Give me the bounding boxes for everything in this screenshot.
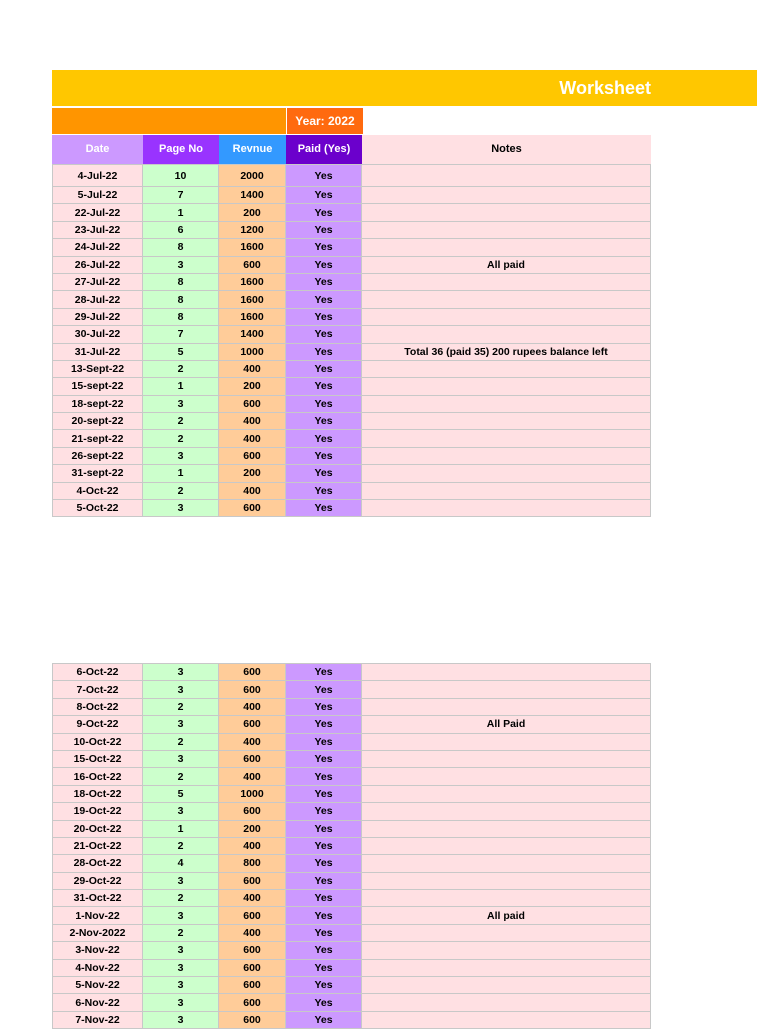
table-row	[52, 239, 651, 256]
notes-cell[interactable]	[362, 925, 651, 942]
page-no-cell[interactable]: 2	[143, 361, 219, 378]
date-cell[interactable]: 10-Oct-22	[52, 734, 143, 751]
table-row	[52, 1012, 651, 1029]
notes-cell[interactable]	[362, 838, 651, 855]
paid-cell[interactable]: Yes	[286, 699, 362, 716]
date-cell[interactable]: 21-Oct-22	[52, 838, 143, 855]
revenue-cell[interactable]: 400	[219, 734, 286, 751]
revenue-cell[interactable]: 600	[219, 664, 286, 681]
table-row	[52, 664, 651, 681]
page-no-cell[interactable]: 2	[143, 838, 219, 855]
table-row	[52, 326, 651, 343]
revenue-cell[interactable]: 400	[219, 483, 286, 500]
table-row	[52, 361, 651, 378]
table-row	[52, 977, 651, 994]
paid-cell[interactable]: Yes	[286, 890, 362, 907]
notes-cell[interactable]	[362, 681, 651, 698]
revenue-cell[interactable]: 600	[219, 873, 286, 890]
paid-cell[interactable]: Yes	[286, 873, 362, 890]
date-cell[interactable]: 4-Jul-22	[52, 165, 143, 187]
worksheet-banner	[52, 70, 757, 106]
table-row	[52, 907, 651, 924]
page-no-cell[interactable]: 3	[143, 716, 219, 733]
notes-cell[interactable]	[362, 204, 651, 221]
date-cell[interactable]: 23-Jul-22	[52, 222, 143, 239]
date-cell[interactable]: 26-sept-22	[52, 448, 143, 465]
date-cell[interactable]: 31-Jul-22	[52, 344, 143, 361]
header-accent-bar	[52, 108, 286, 134]
page-no-cell[interactable]: 2	[143, 768, 219, 785]
table-row	[52, 430, 651, 447]
paid-cell[interactable]: Yes	[286, 165, 362, 187]
table-row	[52, 716, 651, 733]
notes-cell[interactable]	[362, 274, 651, 291]
date-cell[interactable]: 5-Nov-22	[52, 977, 143, 994]
date-cell[interactable]: 8-Oct-22	[52, 699, 143, 716]
notes-cell[interactable]	[362, 699, 651, 716]
paid-cell[interactable]: Yes	[286, 309, 362, 326]
paid-cell[interactable]: Yes	[286, 734, 362, 751]
notes-cell[interactable]	[362, 413, 651, 430]
paid-cell[interactable]: Yes	[286, 204, 362, 221]
paid-cell[interactable]: Yes	[286, 821, 362, 838]
paid-cell[interactable]: Yes	[286, 994, 362, 1011]
revenue-cell[interactable]: 600	[219, 448, 286, 465]
date-cell[interactable]: 16-Oct-22	[52, 768, 143, 785]
revenue-cell[interactable]: 600	[219, 257, 286, 274]
table-row	[52, 734, 651, 751]
paid-cell[interactable]: Yes	[286, 716, 362, 733]
table-row	[52, 821, 651, 838]
page-no-cell[interactable]: 4	[143, 855, 219, 872]
table-row	[52, 994, 651, 1011]
table-row	[52, 413, 651, 430]
page-no-cell[interactable]: 3	[143, 396, 219, 413]
table-row	[52, 838, 651, 855]
paid-cell[interactable]: Yes	[286, 786, 362, 803]
revenue-cell[interactable]: 2000	[219, 165, 286, 187]
notes-cell[interactable]	[362, 994, 651, 1011]
revenue-cell[interactable]: 200	[219, 821, 286, 838]
notes-cell[interactable]	[362, 960, 651, 977]
paid-cell[interactable]: Yes	[286, 483, 362, 500]
page-no-cell[interactable]: 8	[143, 291, 219, 308]
table-row	[52, 925, 651, 942]
table-row	[52, 960, 651, 977]
column-header-paid[interactable]: Paid (Yes)	[286, 135, 362, 164]
date-cell[interactable]: 15-sept-22	[52, 378, 143, 395]
notes-cell[interactable]	[362, 734, 651, 751]
revenue-cell[interactable]: 400	[219, 430, 286, 447]
paid-cell[interactable]: Yes	[286, 751, 362, 768]
paid-cell[interactable]: Yes	[286, 500, 362, 517]
page-no-cell[interactable]: 3	[143, 873, 219, 890]
column-header-revenue[interactable]: Revnue	[219, 135, 286, 164]
page-no-cell[interactable]: 7	[143, 187, 219, 204]
paid-cell[interactable]: Yes	[286, 960, 362, 977]
page-no-cell[interactable]: 3	[143, 751, 219, 768]
revenue-cell[interactable]: 600	[219, 960, 286, 977]
paid-cell[interactable]: Yes	[286, 361, 362, 378]
revenue-cell[interactable]: 1600	[219, 291, 286, 308]
table-row	[52, 890, 651, 907]
notes-cell[interactable]	[362, 448, 651, 465]
column-header-page-no[interactable]: Page No	[143, 135, 219, 164]
date-cell[interactable]: 13-Sept-22	[52, 361, 143, 378]
paid-cell[interactable]: Yes	[286, 1012, 362, 1029]
date-cell[interactable]: 7-Oct-22	[52, 681, 143, 698]
notes-cell[interactable]	[362, 396, 651, 413]
paid-cell[interactable]: Yes	[286, 803, 362, 820]
paid-cell[interactable]: Yes	[286, 378, 362, 395]
table-row	[52, 309, 651, 326]
paid-cell[interactable]: Yes	[286, 925, 362, 942]
date-cell[interactable]: 6-Nov-22	[52, 994, 143, 1011]
paid-cell[interactable]: Yes	[286, 977, 362, 994]
notes-cell[interactable]	[362, 500, 651, 517]
date-cell[interactable]: 24-Jul-22	[52, 239, 143, 256]
revenue-cell[interactable]: 600	[219, 500, 286, 517]
date-cell[interactable]: 22-Jul-22	[52, 204, 143, 221]
column-header-notes[interactable]: Notes	[362, 135, 651, 164]
page-no-cell[interactable]: 2	[143, 890, 219, 907]
paid-cell[interactable]: Yes	[286, 430, 362, 447]
notes-cell[interactable]: All paid	[362, 257, 651, 274]
notes-cell[interactable]	[362, 890, 651, 907]
paid-cell[interactable]: Yes	[286, 344, 362, 361]
page-no-cell[interactable]: 3	[143, 960, 219, 977]
page-no-cell[interactable]: 3	[143, 664, 219, 681]
worksheet-table-top	[52, 164, 651, 517]
paid-cell[interactable]: Yes	[286, 413, 362, 430]
date-cell[interactable]: 7-Nov-22	[52, 1012, 143, 1029]
revenue-cell[interactable]: 400	[219, 925, 286, 942]
table-row	[52, 681, 651, 698]
paid-cell[interactable]: Yes	[286, 222, 362, 239]
table-row	[52, 396, 651, 413]
paid-cell[interactable]: Yes	[286, 838, 362, 855]
date-cell[interactable]: 2-Nov-2022	[52, 925, 143, 942]
notes-cell[interactable]	[362, 430, 651, 447]
revenue-cell[interactable]: 400	[219, 890, 286, 907]
table-row	[52, 803, 651, 820]
notes-cell[interactable]	[362, 855, 651, 872]
notes-cell[interactable]	[362, 977, 651, 994]
page-no-cell[interactable]: 2	[143, 925, 219, 942]
date-cell[interactable]: 28-Jul-22	[52, 291, 143, 308]
table-row	[52, 448, 651, 465]
page-no-cell[interactable]: 8	[143, 239, 219, 256]
page-no-cell[interactable]: 5	[143, 786, 219, 803]
notes-cell[interactable]	[362, 1012, 651, 1029]
date-cell[interactable]: 4-Oct-22	[52, 483, 143, 500]
date-cell[interactable]: 6-Oct-22	[52, 664, 143, 681]
revenue-cell[interactable]: 1600	[219, 309, 286, 326]
date-cell[interactable]: 15-Oct-22	[52, 751, 143, 768]
notes-cell[interactable]	[362, 222, 651, 239]
table-row	[52, 483, 651, 500]
revenue-cell[interactable]: 600	[219, 907, 286, 924]
notes-cell[interactable]	[362, 291, 651, 308]
notes-cell[interactable]: Total 36 (paid 35) 200 rupees balance left	[362, 344, 651, 361]
paid-cell[interactable]: Yes	[286, 274, 362, 291]
page-no-cell[interactable]: 2	[143, 413, 219, 430]
page-no-cell[interactable]: 3	[143, 1012, 219, 1029]
revenue-cell[interactable]: 600	[219, 1012, 286, 1029]
page-no-cell[interactable]: 3	[143, 681, 219, 698]
table-row	[52, 165, 651, 187]
table-row	[52, 222, 651, 239]
paid-cell[interactable]: Yes	[286, 187, 362, 204]
revenue-cell[interactable]: 1200	[219, 222, 286, 239]
notes-cell[interactable]	[362, 361, 651, 378]
table-row	[52, 768, 651, 785]
page-no-cell[interactable]: 3	[143, 448, 219, 465]
revenue-cell[interactable]: 600	[219, 716, 286, 733]
table-row	[52, 291, 651, 308]
date-cell[interactable]: 29-Oct-22	[52, 873, 143, 890]
revenue-cell[interactable]: 600	[219, 681, 286, 698]
notes-cell[interactable]	[362, 942, 651, 959]
page-no-cell[interactable]: 3	[143, 803, 219, 820]
revenue-cell[interactable]: 600	[219, 751, 286, 768]
page-no-cell[interactable]: 1	[143, 465, 219, 482]
revenue-cell[interactable]: 600	[219, 977, 286, 994]
notes-cell[interactable]	[362, 378, 651, 395]
page-no-cell[interactable]: 2	[143, 699, 219, 716]
revenue-cell[interactable]: 1600	[219, 239, 286, 256]
paid-cell[interactable]: Yes	[286, 396, 362, 413]
revenue-cell[interactable]: 400	[219, 838, 286, 855]
notes-cell[interactable]	[362, 239, 651, 256]
page-no-cell[interactable]: 3	[143, 942, 219, 959]
notes-cell[interactable]	[362, 187, 651, 204]
page-no-cell[interactable]: 8	[143, 309, 219, 326]
page-no-cell[interactable]: 5	[143, 344, 219, 361]
revenue-cell[interactable]: 800	[219, 855, 286, 872]
table-row	[52, 274, 651, 291]
revenue-cell[interactable]: 1000	[219, 344, 286, 361]
paid-cell[interactable]: Yes	[286, 681, 362, 698]
year-label: Year: 2022	[287, 108, 363, 134]
date-cell[interactable]: 20-sept-22	[52, 413, 143, 430]
notes-cell[interactable]	[362, 309, 651, 326]
date-cell[interactable]: 26-Jul-22	[52, 257, 143, 274]
page-no-cell[interactable]: 10	[143, 165, 219, 187]
paid-cell[interactable]: Yes	[286, 291, 362, 308]
date-cell[interactable]: 21-sept-22	[52, 430, 143, 447]
page-no-cell[interactable]: 2	[143, 430, 219, 447]
table-row	[52, 465, 651, 482]
paid-cell[interactable]: Yes	[286, 942, 362, 959]
date-cell[interactable]: 27-Jul-22	[52, 274, 143, 291]
paid-cell[interactable]: Yes	[286, 326, 362, 343]
paid-cell[interactable]: Yes	[286, 664, 362, 681]
worksheet-title: Worksheet	[559, 78, 651, 98]
paid-cell[interactable]: Yes	[286, 465, 362, 482]
date-cell[interactable]: 29-Jul-22	[52, 309, 143, 326]
page-no-cell[interactable]: 1	[143, 821, 219, 838]
table-row	[52, 942, 651, 959]
date-cell[interactable]: 31-Oct-22	[52, 890, 143, 907]
page-no-cell[interactable]: 3	[143, 500, 219, 517]
paid-cell[interactable]: Yes	[286, 768, 362, 785]
revenue-cell[interactable]: 600	[219, 942, 286, 959]
page-no-cell[interactable]: 3	[143, 257, 219, 274]
date-cell[interactable]: 4-Nov-22	[52, 960, 143, 977]
date-cell[interactable]: 1-Nov-22	[52, 907, 143, 924]
revenue-cell[interactable]: 600	[219, 803, 286, 820]
worksheet-table-bottom	[52, 663, 651, 1029]
revenue-cell[interactable]: 1000	[219, 786, 286, 803]
page-no-cell[interactable]: 1	[143, 204, 219, 221]
date-cell[interactable]: 18-sept-22	[52, 396, 143, 413]
table-row	[52, 187, 651, 204]
column-header-date[interactable]: Date	[52, 135, 143, 164]
page-no-cell[interactable]: 2	[143, 483, 219, 500]
notes-cell[interactable]	[362, 483, 651, 500]
page-no-cell[interactable]: 2	[143, 734, 219, 751]
date-cell[interactable]: 19-Oct-22	[52, 803, 143, 820]
date-cell[interactable]: 30-Jul-22	[52, 326, 143, 343]
revenue-cell[interactable]: 600	[219, 994, 286, 1011]
page-no-cell[interactable]: 3	[143, 994, 219, 1011]
date-cell[interactable]: 5-Oct-22	[52, 500, 143, 517]
revenue-cell[interactable]: 400	[219, 361, 286, 378]
notes-cell[interactable]	[362, 751, 651, 768]
paid-cell[interactable]: Yes	[286, 907, 362, 924]
table-row	[52, 500, 651, 517]
paid-cell[interactable]: Yes	[286, 257, 362, 274]
table-row	[52, 873, 651, 890]
table-row	[52, 344, 651, 361]
paid-cell[interactable]: Yes	[286, 855, 362, 872]
notes-cell[interactable]	[362, 786, 651, 803]
notes-cell[interactable]	[362, 768, 651, 785]
revenue-cell[interactable]: 200	[219, 204, 286, 221]
table-row	[52, 751, 651, 768]
notes-cell[interactable]	[362, 803, 651, 820]
table-row	[52, 855, 651, 872]
revenue-cell[interactable]: 200	[219, 465, 286, 482]
notes-cell[interactable]	[362, 326, 651, 343]
table-row	[52, 204, 651, 221]
date-cell[interactable]: 28-Oct-22	[52, 855, 143, 872]
date-cell[interactable]: 5-Jul-22	[52, 187, 143, 204]
notes-cell[interactable]: All paid	[362, 907, 651, 924]
notes-cell[interactable]	[362, 465, 651, 482]
table-row	[52, 378, 651, 395]
table-row	[52, 786, 651, 803]
paid-cell[interactable]: Yes	[286, 239, 362, 256]
revenue-cell[interactable]: 400	[219, 768, 286, 785]
notes-cell[interactable]	[362, 664, 651, 681]
notes-cell[interactable]: All Paid	[362, 716, 651, 733]
column-header-row	[52, 135, 651, 164]
page-no-cell[interactable]: 1	[143, 378, 219, 395]
page-no-cell[interactable]: 7	[143, 326, 219, 343]
date-cell[interactable]: 9-Oct-22	[52, 716, 143, 733]
revenue-cell[interactable]: 400	[219, 699, 286, 716]
notes-cell[interactable]	[362, 821, 651, 838]
date-cell[interactable]: 3-Nov-22	[52, 942, 143, 959]
page-no-cell[interactable]: 3	[143, 977, 219, 994]
date-cell[interactable]: 31-sept-22	[52, 465, 143, 482]
paid-cell[interactable]: Yes	[286, 448, 362, 465]
revenue-cell[interactable]: 600	[219, 396, 286, 413]
notes-cell[interactable]	[362, 165, 651, 187]
revenue-cell[interactable]: 200	[219, 378, 286, 395]
date-cell[interactable]: 18-Oct-22	[52, 786, 143, 803]
date-cell[interactable]: 20-Oct-22	[52, 821, 143, 838]
revenue-cell[interactable]: 1600	[219, 274, 286, 291]
page-no-cell[interactable]: 6	[143, 222, 219, 239]
revenue-cell[interactable]: 1400	[219, 187, 286, 204]
table-row	[52, 699, 651, 716]
notes-cell[interactable]	[362, 873, 651, 890]
page-no-cell[interactable]: 8	[143, 274, 219, 291]
page-no-cell[interactable]: 3	[143, 907, 219, 924]
table-row	[52, 257, 651, 274]
revenue-cell[interactable]: 1400	[219, 326, 286, 343]
revenue-cell[interactable]: 400	[219, 413, 286, 430]
